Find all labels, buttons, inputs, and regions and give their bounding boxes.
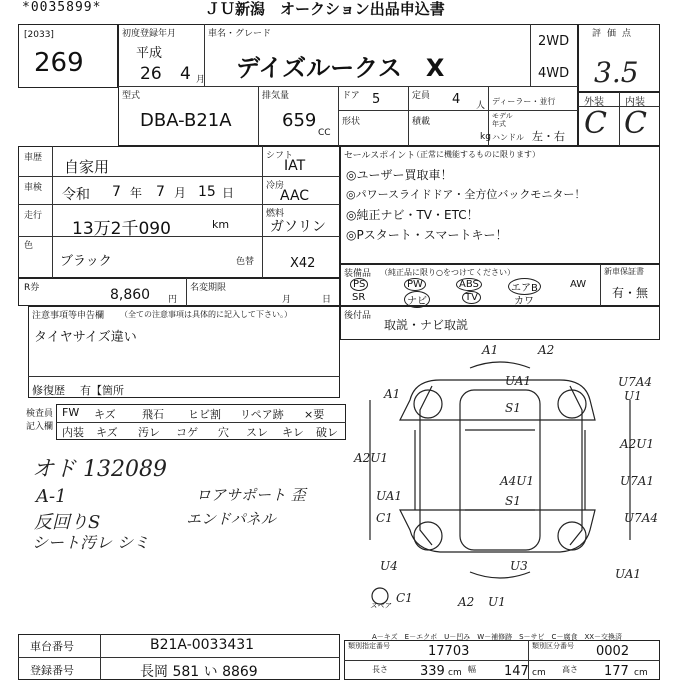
- reg-month: 4: [180, 64, 191, 84]
- damage-mark: U1: [624, 389, 642, 403]
- model-type: DBA-B21A: [140, 110, 232, 131]
- mileage-unit: km: [212, 218, 230, 231]
- width-label: 幅: [468, 665, 476, 674]
- sales-point-2: ◎パワースライドドア・全方位バックモニター！: [346, 188, 586, 201]
- int-hole: 穴: [218, 426, 229, 439]
- inspection-day-unit: 日: [222, 186, 235, 200]
- equip-leather: カワ: [514, 296, 534, 307]
- sales-point-3: ◎純正ナビ・TV・ETC！: [346, 208, 479, 222]
- registration-label: 初度登録年月: [122, 29, 177, 39]
- inspection-label: 車検: [24, 183, 43, 193]
- height: 177: [604, 664, 629, 679]
- equip-airbag: エアB: [508, 278, 541, 295]
- usage-label: 車歴: [24, 153, 43, 163]
- usage: 自家用: [64, 158, 110, 176]
- length: 339: [420, 664, 445, 679]
- int-check-label: 内装: [62, 426, 84, 439]
- equip-pw: PW: [404, 278, 426, 291]
- int-label: 内装: [625, 97, 645, 108]
- car-damage-diagram: [340, 340, 660, 610]
- inspection-month: 7: [156, 184, 165, 200]
- height-label: 高さ: [562, 665, 578, 674]
- damage-mark: A2: [538, 343, 555, 357]
- equip-tv: TV: [462, 291, 481, 304]
- sales-block: [340, 146, 660, 264]
- damage-mark: S1: [505, 401, 521, 415]
- class-number: 0002: [596, 644, 630, 659]
- new-car-value: 有・無: [612, 286, 649, 300]
- chassis-number: B21A-0033431: [150, 637, 255, 653]
- load-unit: kg: [480, 132, 491, 142]
- car-name-label: 車名・グレード: [208, 29, 272, 39]
- recycle-block: [18, 278, 340, 306]
- fw-scratch: キズ: [94, 408, 116, 421]
- meishin-month: 月: [282, 295, 292, 305]
- equip-sr: SR: [352, 292, 366, 303]
- damage-mark: A2: [458, 595, 475, 609]
- reg-year: 26: [140, 64, 162, 84]
- fuel-label: 燃料: [266, 209, 285, 219]
- load-label: 積載: [412, 117, 431, 127]
- damage-mark: UA1: [615, 567, 642, 581]
- damage-mark: U4: [380, 559, 398, 573]
- reg-month-unit: 月: [196, 75, 206, 85]
- notes-value: タイヤサイズ違い: [34, 330, 137, 345]
- damage-mark: C1: [396, 591, 413, 605]
- damage-mark: U7A4: [624, 511, 659, 525]
- cert-label: 類別指定番号: [348, 642, 390, 650]
- fw-crack: ヒビ割: [188, 408, 221, 421]
- ext-label: 外装: [584, 97, 604, 108]
- ext-grade: C: [584, 106, 607, 141]
- handle: 左・右: [532, 130, 565, 143]
- damage-mark: S1: [505, 494, 521, 508]
- aftermarket-label: 後付品: [344, 311, 372, 321]
- inspection-year-unit: 年: [130, 186, 143, 200]
- damage-mark: U3: [510, 559, 528, 573]
- damage-mark: A2U1: [354, 451, 389, 465]
- hw-note-2: 反回りS: [34, 512, 101, 533]
- repair-value: 有【箇所: [80, 384, 124, 397]
- era: 平成: [136, 46, 163, 61]
- int-scratch: キズ: [96, 426, 118, 439]
- height-unit: cm: [634, 668, 648, 678]
- lot-number: 269: [34, 48, 84, 78]
- int-rub: スレ: [246, 426, 268, 439]
- damage-mark: U1: [488, 595, 506, 609]
- disp-unit: CC: [318, 128, 331, 138]
- chassis-label: 車台番号: [30, 640, 74, 653]
- ac: AAC: [280, 188, 310, 204]
- type-label: 型式: [122, 91, 141, 101]
- page-title: ＪＵ新潟 オークション出品申込書: [205, 0, 445, 18]
- recycle: 8,860: [110, 287, 151, 303]
- damage-mark: UA1: [376, 489, 403, 503]
- int-tear: 破レ: [316, 426, 338, 439]
- hw-note-3: シート汚レ シミ: [32, 533, 150, 552]
- inspection-month-unit: 月: [174, 186, 187, 200]
- shape-label: 形状: [342, 117, 361, 127]
- inspection-day: 15: [198, 184, 216, 200]
- fw-label: FW: [62, 406, 80, 419]
- equipment-note: （純正品に限り○をつけてください）: [380, 268, 515, 277]
- length-unit: cm: [448, 668, 462, 678]
- inspector-label: 検査員記入欄: [26, 409, 54, 432]
- fw-replace: ×要: [304, 408, 325, 421]
- drive-2wd: 2WD: [538, 34, 570, 49]
- recycle-unit: 円: [168, 295, 178, 305]
- hw-note-5: エンドパネル: [186, 510, 276, 528]
- grade-label: 評価点: [592, 29, 638, 39]
- mileage-label: 走行: [24, 211, 43, 221]
- equip-aw: AW: [570, 279, 587, 290]
- equip-navi: ナビ: [404, 291, 430, 308]
- disp-label: 排気量: [262, 91, 290, 101]
- damage-mark: U7A4: [618, 375, 653, 389]
- displacement: 659: [282, 110, 317, 131]
- ac-label: 冷房: [266, 181, 285, 191]
- sales-point-4: ◎Pスタート・スマートキー！: [346, 228, 508, 242]
- int-cut: キレ: [282, 426, 304, 439]
- handle-label: ハンドル: [492, 133, 524, 142]
- damage-mark: A4U1: [500, 474, 535, 488]
- lot-code: [2033]: [24, 30, 54, 40]
- new-car-label: 新車保証書: [604, 267, 644, 276]
- damage-legend: A－キズ E－エクボ U－凹み W－補修跡 S－サビ C－腐食 XX－交換済: [372, 633, 623, 641]
- doors-label: ドア: [342, 91, 360, 101]
- notes-note: （全ての注意事項は具体的に記入して下さい。）: [120, 310, 292, 319]
- equip-abs: ABS: [456, 278, 482, 291]
- sales-note: （正常に機能するものに限ります）: [412, 150, 540, 159]
- dealer-label: ディーラー・並行: [492, 97, 556, 106]
- fw-repair: リペア跡: [240, 408, 284, 421]
- notes-label: 注意事項等申告欄: [32, 311, 105, 321]
- meishin-label: 名変期限: [190, 283, 227, 293]
- length-label: 長さ: [372, 665, 388, 674]
- damage-mark: A1: [482, 343, 499, 357]
- fw-chip: 飛石: [142, 408, 164, 421]
- damage-mark: A2U1: [620, 437, 655, 451]
- barcode-serial: *0035899*: [22, 0, 102, 15]
- equip-ps: PS: [350, 278, 368, 291]
- repair-label: 修復歴: [32, 384, 65, 397]
- grade-value: 3.5: [594, 56, 639, 89]
- odo-note: オド 132089: [32, 457, 167, 482]
- int-stain: 汚レ: [138, 426, 160, 439]
- inspection-year: 7: [112, 184, 121, 200]
- hw-note-4: ロアサポート 歪: [196, 486, 306, 504]
- spare-label: スペア: [370, 602, 391, 610]
- class-label: 類別区分番号: [532, 642, 574, 650]
- width-unit: cm: [532, 668, 546, 678]
- equipment-label: 装備品: [344, 269, 372, 279]
- reg-number: 長岡 581 い 8869: [140, 664, 258, 680]
- hw-note-1: A-1: [36, 486, 67, 507]
- capacity-label: 定員: [412, 91, 431, 101]
- doors: 5: [372, 92, 381, 107]
- color: ブラック: [60, 254, 112, 269]
- sales-point-1: ◎ユーザー買取車！: [346, 168, 453, 182]
- model-year-label: モデル年式: [492, 112, 513, 128]
- sales-label: セールスポイント: [344, 151, 416, 161]
- width: 147: [504, 664, 529, 679]
- drive-4wd: 4WD: [538, 66, 570, 81]
- int-burn: コゲ: [176, 426, 198, 439]
- reg-label: 登録番号: [30, 664, 74, 677]
- cert-number: 17703: [428, 644, 470, 659]
- car-name: デイズルークス X: [236, 54, 445, 82]
- aftermarket: 取説・ナビ取説: [384, 318, 469, 332]
- meishin-day: 日: [322, 295, 332, 305]
- capacity-unit: 人: [476, 101, 486, 111]
- damage-mark: UA1: [505, 374, 532, 388]
- mileage: 13万2千090: [72, 219, 171, 239]
- color-label: 色: [24, 241, 34, 251]
- damage-mark: A1: [384, 387, 401, 401]
- damage-mark: U7A1: [620, 474, 655, 488]
- recycle-label: R券: [24, 283, 40, 293]
- color-code: X42: [290, 256, 316, 271]
- inspection-era: 令和: [62, 187, 90, 203]
- int-grade: C: [624, 106, 647, 141]
- fuel: ガソリン: [270, 219, 326, 235]
- damage-mark: C1: [376, 511, 393, 525]
- color-code-label: 色替: [236, 257, 255, 267]
- shift: IAT: [284, 158, 306, 174]
- shift-label: シフト: [266, 151, 294, 161]
- capacity: 4: [452, 92, 461, 107]
